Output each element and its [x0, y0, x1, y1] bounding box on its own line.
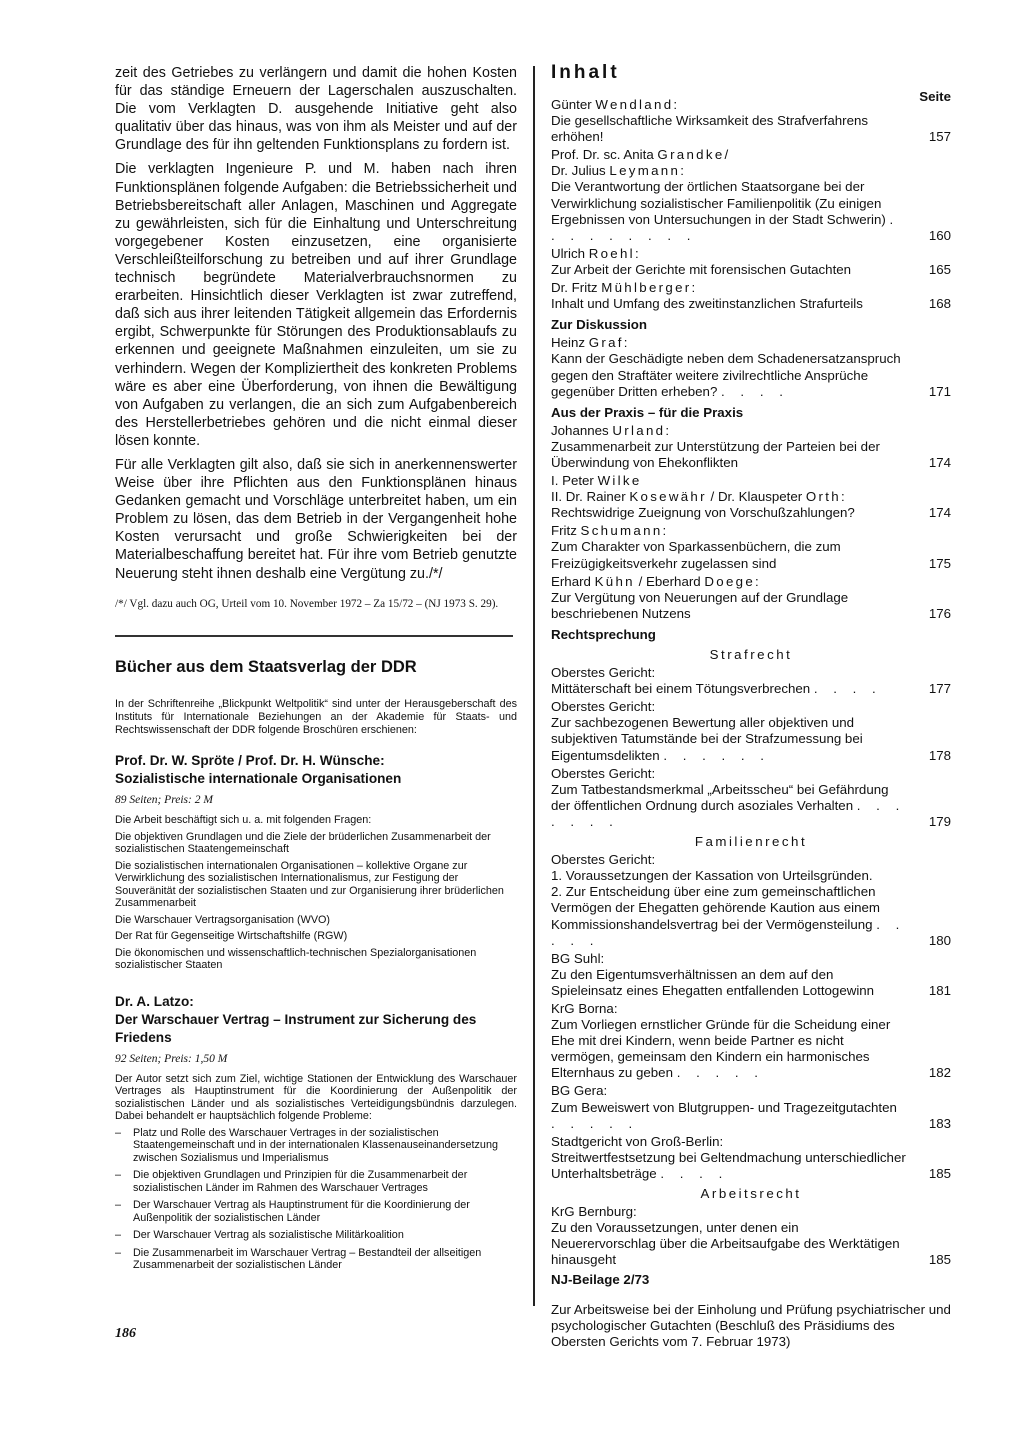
toc-entry: [551, 423, 951, 471]
toc-page: 178: [928, 747, 951, 763]
toc-section-heading: Aus der Praxis – für die Praxis: [551, 404, 744, 420]
book-topic: Die objektiven Grundlagen und die Ziele der brüderlichen Zusammenarbeit der sozialistischen Staatengemeinschaft: [115, 830, 491, 856]
toc-court: Oberstes Gericht:: [551, 699, 656, 715]
toc-author: Ulrich Roehl:: [551, 245, 639, 261]
toc-page: 174: [928, 454, 951, 470]
toc-entry: [551, 852, 951, 949]
toc-page: 179: [928, 813, 951, 829]
toc-entry: [551, 699, 951, 763]
toc-entry: [551, 523, 951, 571]
toc-entry: [551, 1083, 951, 1131]
toc-item: 2. Zur Entscheidung über eine zum gemeinschaftlichen Vermögen der Ehegatten gehörende Kaution aus einem Kommissionshandelsvertrag bei der Vermögensteilung . . . . .: [551, 884, 906, 948]
toc-page: 177: [928, 681, 951, 697]
toc-page: 168: [928, 296, 951, 312]
toc-page: 171: [928, 383, 951, 399]
book-author: Dr. A. Latzo:: [115, 993, 194, 1009]
toc-entry: [551, 335, 951, 399]
toc-author: Erhard Kühn / Eberhard Doege:: [551, 573, 759, 589]
toc-title: Zur Arbeit der Gerichte mit forensischen Gutachten: [551, 261, 852, 277]
toc-author: Günter Wendland:: [551, 97, 678, 112]
toc-author: Prof. Dr. sc. Anita Grandke/: [551, 147, 729, 163]
toc-title: Die gesellschaftliche Wirksamkeit des Strafverfahrens erhöhen!: [551, 113, 869, 145]
toc-author: I. Peter Wilke: [551, 473, 642, 489]
toc-entry: [551, 97, 951, 145]
toc-author: Heinz Graf:: [551, 335, 628, 351]
toc-page: 174: [928, 505, 951, 521]
toc-title: Die Verantwortung der örtlichen Staatsorgane bei der Verwirklichung sozialistischer Familienpolitik (Zu einigen Ergebnissen von Untersuchungen in der Stadt Schwerin) . . . . . . . . .: [551, 179, 900, 243]
body-paragraph: zeit des Getriebes zu verlängern und damit die hohen Kosten für das ständige Erneuern der Lagerschalen auszuschalten. Die vom Verklagten D. ausgehende Initiative geht also qualitativ über das hinaus, was von ihm als Meister und auf der Grundlage des für ihn geltenden Funktionsplans zu fordern ist.: [115, 65, 517, 154]
toc-title: Zu den Voraussetzungen, unter denen ein Neuerervorschlag über die Arbeitsaufgabe des Werktätigen hinausgeht: [551, 1220, 900, 1268]
book-lead: Die Arbeit beschäftigt sich u. a. mit folgenden Fragen:: [115, 814, 372, 827]
toc-page: 165: [928, 261, 951, 277]
toc-page: 180: [928, 932, 951, 948]
toc-title: Mittäterschaft bei einem Tötungsverbrechen . . . .: [551, 681, 882, 697]
dash-bullet: –: [115, 1126, 122, 1139]
book-topic: Die Warschauer Vertragsorganisation (WVO): [115, 913, 331, 926]
toc-title: Zum Beweiswert von Blutgruppen- und Tragezeitgutachten . . . . .: [551, 1099, 897, 1131]
toc-title: Zur sachbezogenen Bewertung aller objektiven und subjektiven Tatumstände bei der Strafzumessung bei Eigentumsdelikten . . . . . .: [551, 715, 863, 763]
toc-entry: [551, 246, 951, 278]
toc-title: Zur Vergütung von Neuerungen auf der Grundlage beschriebenen Nutzens: [551, 589, 849, 621]
book-title: Sozialistische internationale Organisationen: [115, 771, 402, 787]
books-intro: In der Schriftenreihe „Blickpunkt Weltpolitik“ sind unter der Herausgeberschaft des Instituts für Internationale Beziehungen an der Akademie für Staats- und Rechtswissenschaft der DDR folgende Broschüren erschienen:: [115, 698, 517, 737]
toc-supplement-heading: NJ-Beilage 2/73: [551, 1272, 650, 1288]
book-entry: [115, 751, 517, 972]
toc-page: 176: [928, 605, 951, 621]
toc-entry: [551, 951, 951, 999]
toc-court: BG Gera:: [551, 1083, 608, 1099]
table-of-contents: [551, 62, 951, 1363]
dash-bullet: –: [115, 1169, 122, 1182]
toc-section-heading: Rechtsprechung: [551, 626, 656, 642]
book-topic-item: [115, 1127, 517, 1165]
toc-page: 185: [928, 1252, 951, 1268]
dash-bullet: –: [115, 1199, 122, 1212]
footnote: /*/ Vgl. dazu auch OG, Urteil vom 10. November 1972 – Za 15/72 – (NJ 1973 S. 29).: [115, 597, 499, 610]
toc-page: 185: [928, 1165, 951, 1181]
toc-court: KrG Borna:: [551, 1000, 618, 1016]
book-lead: Der Autor setzt sich zum Ziel, wichtige Stationen der Entwicklung des Warschauer Vertrages als Hauptinstrument für die Koordinierung der Außenpolitik der sozialistischen Länder und als sozialistisches Verteidigungsbündnis darzulegen. Dabei behandelt er hauptsächlich folgende Probleme:: [115, 1072, 517, 1123]
body-paragraph: Die verklagten Ingenieure P. und M. haben nach ihren Funktionsplänen folgende Aufgaben: die Betriebssicherheit und Betriebsbereitschaft aller Anlagen, Maschinen und Aggregate zu gewährleisten, sich für die Einhaltung und Unterschreitung vorgegebener Kosten einzusetzen, eine organisierte Verschleißteilforschung zu betreiben und auf ihrer Grundlage technisch begründete Materialverbrauchsnormen zu erarbeiten. Hinsichtlich dieser Verklagten ist zwar zutreffend, daß sich aus ihrer leitenden Tätigkeit allgemein das Erfordernis ergibt, Schwerpunkte für Störungen des Produktionsablaufs zu erkennen und geeignete Maßnahmen einzuleiten, um sie zu verhindern. Wegen der Kompliziertheit des konkreten Problems wäre es aber eine Überforderung, von ihnen die Bewältigung von Aufgaben zu verlangen, die an sich zum Aufgabenbereich des Herstellerbetriebes gehören und die nicht einmal dieser lösen konnte.: [115, 161, 517, 449]
toc-section-heading: Zur Diskussion: [551, 317, 648, 333]
body-paragraph: Für alle Verklagten gilt also, daß sie sich in anerkennenswerter Weise über ihre Pflichten aus den Funktionsplänen hinaus Gedanken gemacht und Vorschläge unterbreitet haben, um ein Problem zu lösen, das dem Betrieb in der Vergangenheit hohe Kosten verursacht und große Schwierigkeiten bei der Materialbeschaffung bereitet hat. Für ihre vom Betrieb genutzte Neuerung steht ihnen deshalb eine Vergütung zu./*/: [115, 456, 517, 582]
toc-entry: [551, 574, 951, 622]
book-author: Prof. Dr. W. Spröte / Prof. Dr. H. Wünsche:: [115, 753, 385, 769]
toc-heading: Inhalt: [551, 62, 620, 83]
toc-entry: [551, 280, 951, 312]
toc-supplement-text: Zur Arbeitsweise bei der Einholung und Prüfung psychiatrischer und psychologischer Gutachten (Beschluß des Präsidiums des Obersten Gerichts vom 7. Februar 1973): [551, 1301, 951, 1350]
book-topic: Die ökonomischen und wissenschaftlich-technischen Spezialorganisationen sozialistischer Staaten: [115, 946, 477, 972]
toc-entry: [551, 766, 951, 830]
dash-bullet: –: [115, 1229, 122, 1242]
book-topic: Die objektiven Grundlagen und Prinzipien für die Zusammenarbeit der sozialistischen Länder im Rahmen des Warschauer Vertrages: [133, 1169, 468, 1194]
column-divider: [533, 66, 535, 1306]
toc-author: Fritz Schumann:: [551, 523, 667, 539]
toc-page: 157: [928, 129, 951, 145]
toc-author: Dr. Fritz Mühlberger:: [551, 280, 696, 296]
toc-court: Oberstes Gericht:: [551, 665, 656, 681]
book-topic-item: [115, 1199, 517, 1224]
section-divider: [115, 635, 513, 637]
toc-page: 160: [928, 227, 951, 243]
book-topic: Die sozialistischen internationalen Organisationen – kollektive Organe zur Verwirklichung des sozialistischen Internationalismus, zur Festigung der Souveränität der sozialistischen Staaten und zur Organisierung ihrer brüderlichen Zusammenarbeit: [115, 859, 504, 910]
book-topic: Der Rat für Gegenseitige Wirtschaftshilfe (RGW): [115, 930, 348, 943]
toc-title: Rechtswidrige Zueignung von Vorschußzahlungen?: [551, 505, 855, 521]
book-topic-item: [115, 1169, 517, 1194]
book-topic: Der Warschauer Vertrag als Hauptinstrument für die Koordinierung der Außenpolitik der sozialistischen Länder: [133, 1199, 470, 1224]
book-title: Der Warschauer Vertrag – Instrument zur Sicherung des Friedens: [115, 1011, 477, 1045]
toc-court: KrG Bernburg:: [551, 1204, 637, 1220]
page-column-label: Seite: [919, 89, 951, 104]
toc-court: BG Suhl:: [551, 950, 605, 966]
toc-title: Zum Vorliegen ernstlicher Gründe für die Scheidung einer Ehe mit drei Kindern, wenn beide Partner es nicht vermögen, gemeinsam den Kindern ein harmonisches Elternhaus zu geben . . . . .: [551, 1017, 891, 1081]
toc-title: Zum Charakter von Sparkassenbüchern, die zum Freizügigkeitsverkehr zugelassen sind: [551, 539, 841, 571]
toc-author: Johannes Urland:: [551, 422, 670, 438]
toc-author: Dr. Julius Leymann:: [551, 163, 684, 179]
toc-court: Oberstes Gericht:: [551, 765, 656, 781]
toc-entry: [551, 1001, 951, 1081]
toc-page: 175: [928, 555, 951, 571]
toc-page: 183: [928, 1115, 951, 1131]
book-entry: [115, 992, 517, 1272]
toc-entry: [551, 1134, 951, 1182]
toc-entry: [551, 473, 951, 521]
toc-subsection-heading: Familienrecht: [694, 834, 808, 850]
toc-court: Stadtgericht von Groß-Berlin:: [551, 1133, 724, 1149]
toc-entry: [551, 147, 951, 244]
toc-entry: [551, 1204, 951, 1268]
page-number: 186: [115, 1326, 136, 1341]
book-topic: Die Zusammenarbeit im Warschauer Vertrag – Bestandteil der allseitigen Zusammenarbeit der sozialistischen Länder: [133, 1246, 482, 1272]
toc-subsection-heading: Strafrecht: [709, 647, 793, 662]
book-topic-item: [115, 1229, 517, 1242]
toc-title: Kann der Geschädigte neben dem Schadenersatzanspruch gegen den Straftäter weitere zivilrechtliche Ansprüche gegenüber Dritten erheben? . . . .: [551, 351, 901, 399]
left-column: [115, 64, 517, 1277]
dash-bullet: –: [115, 1246, 122, 1259]
toc-title: Zu den Eigentumsverhältnissen an dem auf den Spieleinsatz eines Ehegatten entfallenden Lottogewinn: [551, 966, 875, 998]
book-topic: Der Warschauer Vertrag als sozialistische Militärkoalition: [133, 1229, 404, 1242]
book-meta: 92 Seiten; Preis: 1,50 M: [115, 1052, 228, 1065]
toc-title: Streitwertfestsetzung bei Geltendmachung unterschiedlicher Unterhaltsbeträge . . . .: [551, 1149, 906, 1181]
books-heading: Bücher aus dem Staatsverlag der DDR: [115, 658, 417, 677]
toc-court: Oberstes Gericht:: [551, 852, 656, 868]
toc-title: Zusammenarbeit zur Unterstützung der Parteien bei der Überwindung von Ehekonflikten: [551, 438, 880, 470]
toc-title: Inhalt und Umfang des zweitinstanzlichen Strafurteils: [551, 296, 863, 312]
toc-page: 181: [928, 982, 951, 998]
book-meta: 89 Seiten; Preis: 2 M: [115, 794, 213, 807]
toc-title: Zum Tatbestandsmerkmal „Arbeitsscheu“ bei Gefährdung der öffentlichen Ordnung durch asoziales Verhalten . . . . . . .: [551, 781, 906, 829]
book-topic-item: [115, 1247, 517, 1272]
book-topic: Platz und Rolle des Warschauer Vertrages in der sozialistischen Staatengemeinschaft und in der internationalen Klassenauseinandersetzung zwischen Sozialismus und Imperialismus: [133, 1126, 498, 1164]
toc-page: 182: [928, 1065, 951, 1081]
toc-entry: [551, 665, 951, 697]
toc-author: II. Dr. Rainer Kosewähr / Dr. Klauspeter Orth:: [551, 489, 845, 505]
toc-subsection-heading: Arbeitsrecht: [700, 1186, 802, 1201]
toc-item: 1. Voraussetzungen der Kassation von Urteilsgründen.: [551, 868, 873, 884]
